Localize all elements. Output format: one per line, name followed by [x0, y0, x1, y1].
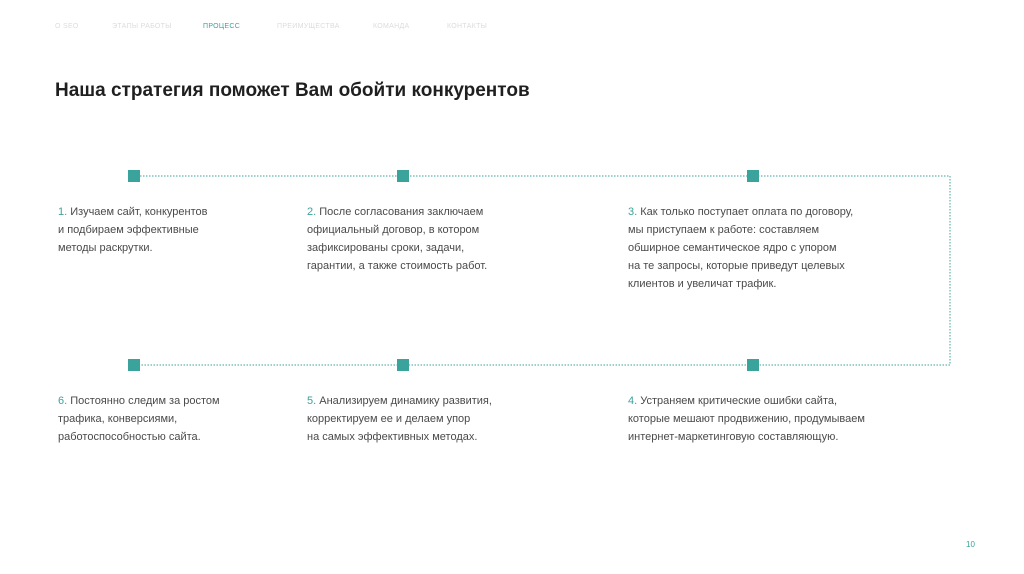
step-line: зафиксированы сроки, задачи, — [307, 242, 465, 254]
step-line: обширное семантическое ядро с упором — [628, 242, 837, 254]
step-2 — [307, 203, 487, 275]
step-line: Изучаем сайт, конкурентов — [70, 206, 208, 218]
step-line: методы раскрутки. — [58, 242, 153, 254]
step-line: которые мешают продвижению, продумываем — [628, 413, 865, 425]
step-line: на те запросы, которые приведут целевых — [628, 260, 845, 272]
step-3-marker — [747, 170, 759, 182]
step-line: на самых эффективных методах. — [307, 431, 478, 443]
step-number: 4. — [628, 395, 638, 407]
nav-item-contacts[interactable]: КОНТАКТЫ — [447, 23, 488, 30]
step-2-marker — [397, 170, 409, 182]
step-4 — [628, 392, 865, 446]
step-line: работоспособностью сайта. — [58, 431, 201, 443]
nav-item-process[interactable]: ПРОЦЕСС — [203, 23, 241, 30]
step-line: Как только поступает оплата по договору, — [640, 206, 854, 218]
step-number: 5. — [307, 395, 317, 407]
step-line: официальный договор, в котором — [307, 224, 480, 236]
step-line: Постоянно следим за ростом — [70, 395, 220, 407]
step-number: 3. — [628, 206, 638, 218]
nav-item-seo[interactable]: О SEO — [55, 23, 79, 30]
step-line: клиентов и увеличат трафик. — [628, 278, 777, 290]
step-line: трафика, конверсиями, — [58, 413, 178, 425]
step-line: мы приступаем к работе: составляем — [628, 224, 820, 236]
step-6 — [58, 392, 220, 446]
step-6-marker — [128, 359, 140, 371]
page-number: 10 — [966, 540, 975, 549]
step-line: Устраняем критические ошибки сайта, — [640, 395, 838, 407]
step-number: 1. — [58, 206, 68, 218]
step-line: Анализируем динамику развития, — [319, 395, 492, 407]
step-number: 2. — [307, 206, 317, 218]
step-line: гарантии, а также стоимость работ. — [307, 260, 488, 272]
step-line: После согласования заключаем — [319, 206, 484, 218]
step-line: интернет-маркетинговую составляющую. — [628, 431, 839, 443]
page-title: Наша стратегия поможет Вам обойти конкурентов — [55, 80, 530, 101]
nav-item-team[interactable]: КОМАНДА — [373, 23, 410, 30]
nav-item-advantages[interactable]: ПРЕИМУЩЕСТВА — [277, 23, 340, 30]
step-number: 6. — [58, 395, 68, 407]
nav-item-stages[interactable]: ЭТАПЫ РАБОТЫ — [112, 23, 172, 30]
step-4-marker — [747, 359, 759, 371]
step-3 — [628, 203, 853, 293]
step-line: и подбираем эффективные — [58, 224, 199, 236]
step-5 — [307, 392, 492, 446]
step-1-marker — [128, 170, 140, 182]
step-line: корректируем ее и делаем упор — [307, 413, 471, 425]
step-1 — [58, 203, 207, 257]
step-5-marker — [397, 359, 409, 371]
